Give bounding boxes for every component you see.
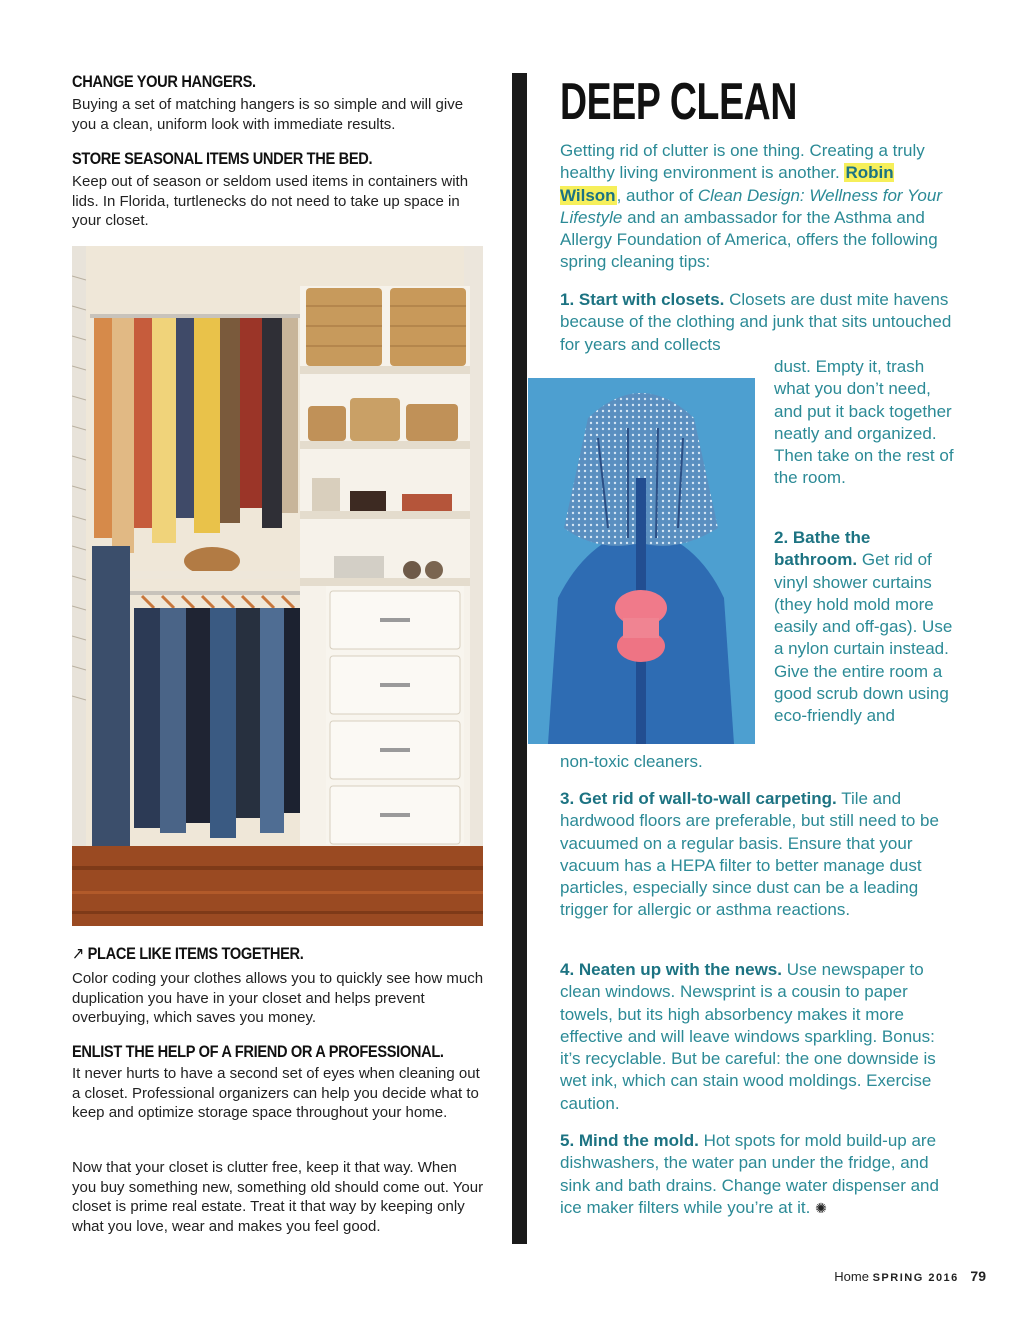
tip-3-text: Tile and hardwood floors are preferable, but still need to be vacuumed on a regular basis. Ensure that your vacuum has a HEPA filter to better manage dust particles, especially since dust can be a leading trigger for allergic or asthma reactions. xyxy=(560,789,939,920)
paragraph-seasonal-items: Keep out of season or seldom used items in containers with lids. In Florida, turtlenecks do not need to take up space in your closet. xyxy=(72,173,469,229)
closet-photo xyxy=(72,246,483,926)
intro-text-c: and an ambassador for the Asthma and Allergy Foundation of America, offers the following spring cleaning tips: xyxy=(560,207,938,272)
footer-magazine-name: Home xyxy=(834,1269,869,1284)
heading-place-like-items-label: PLACE LIKE ITEMS TOGETHER. xyxy=(87,944,304,963)
tip-1-continued: dust. Empty it, trash what you don’t need, and put it back together neatly and organized. Then take on the rest of the room. xyxy=(774,357,954,488)
paragraph-place-like-items: Color coding your clothes allows you to quickly see how much duplication you have in your closet and helps prevent overbuying, which saves you money. xyxy=(72,970,484,1026)
end-mark-icon: ✺ xyxy=(815,1199,827,1216)
intro-text-b: , author of xyxy=(616,185,694,205)
book-title: Clean Design: Wellness for Your Lifestyle xyxy=(560,185,942,227)
tip-1-text-a: Closets are dust mite havens because of the clothing and junk that sits untouched for years and collects xyxy=(560,290,952,354)
tip-3 xyxy=(560,788,952,922)
paragraph-conclusion: Now that your closet is clutter free, keep it that way. When you buy something new, something old should come out. Your closet is prime real estate. Treat it that way by keeping only what you love, wear and makes you feel good. xyxy=(72,1159,484,1235)
footer-issue: SPRING 2016 xyxy=(872,1272,959,1284)
tip-4-heading: 4. Neaten up with the news. xyxy=(560,960,782,979)
tip-2-heading: 2. Bathe the bathroom. xyxy=(774,528,871,570)
heading-enlist-help: ENLIST THE HELP OF A FRIEND OR A PROFESSIONAL. xyxy=(72,1042,444,1061)
heading-change-hangers: CHANGE YOUR HANGERS. xyxy=(72,72,256,91)
tip-4-text: Use newspaper to clean windows. Newsprint is a cousin to paper towels, but its high absorbency makes it more effective and will leave windows sparkling. Bonus: it’s recyclable. But be careful: the one downside is wet ink, which can stain wood moldings. Exercise caution. xyxy=(560,960,936,1113)
heading-seasonal-items: STORE SEASONAL ITEMS UNDER THE BED. xyxy=(72,149,373,168)
tip-2 xyxy=(774,527,954,728)
tip-4 xyxy=(560,959,952,1115)
article-title: DEEP CLEAN xyxy=(560,73,798,131)
column-divider xyxy=(512,73,527,1244)
tip-1-heading: 1. Start with closets. xyxy=(560,290,725,309)
page-footer xyxy=(834,1268,986,1284)
mop-woman-photo xyxy=(528,378,755,744)
tip-3-heading: 3. Get rid of wall-to-wall carpeting. xyxy=(560,789,837,808)
intro-text-a: Getting rid of clutter is one thing. Creating a truly healthy living environment is another. xyxy=(560,141,925,183)
page-number: 79 xyxy=(970,1268,986,1284)
intro-paragraph xyxy=(560,140,952,274)
tip-1-intro xyxy=(560,289,952,356)
highlighted-author-name: Robin Wilson xyxy=(560,163,894,205)
paragraph-hangers: Buying a set of matching hangers is so simple and will give you a clean, uniform look with immediate results. xyxy=(72,96,464,133)
paragraph-enlist-help: It never hurts to have a second set of eyes when cleaning out a closet. Professional organizers can help you decide what to keep and optimize storage space throughout your home. xyxy=(72,1065,480,1121)
tip-2-text-a: Get rid of vinyl shower curtains (they hold mold more easily and off-gas). Use a nylon curtain instead. Give the entire room a good scrub down using eco-friendly and xyxy=(774,550,953,726)
heading-place-like-items xyxy=(72,944,303,964)
tip-2-continued: non-toxic cleaners. xyxy=(560,752,703,771)
arrow-icon: ↗ xyxy=(72,944,84,963)
tip-5-text: Hot spots for mold build-up are dishwashers, the water pan under the fridge, and sink and bath drains. Change water dispenser and ice maker filters while you’re at it. xyxy=(560,1131,939,1217)
tip-5 xyxy=(560,1130,952,1219)
tip-5-heading: 5. Mind the mold. xyxy=(560,1131,699,1150)
